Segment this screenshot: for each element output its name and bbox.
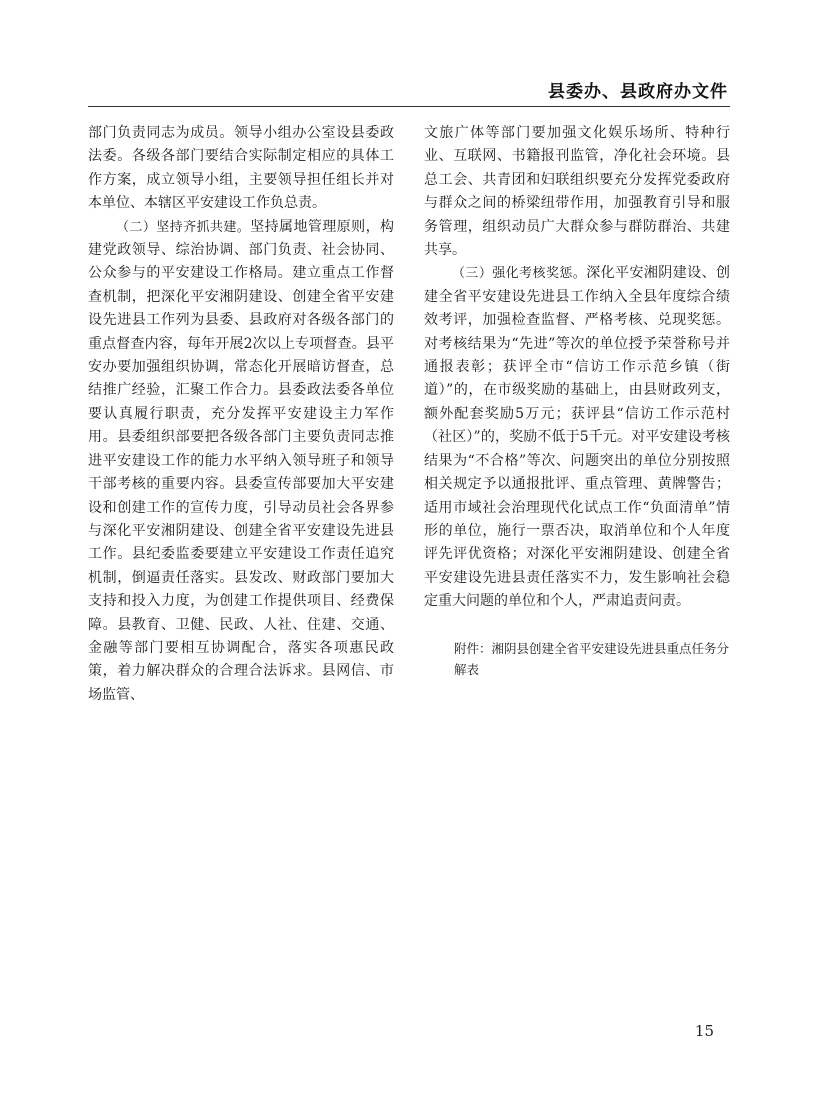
header-divider (88, 106, 730, 107)
page-number: 15 (694, 1022, 714, 1040)
attachment-note: 附件：湘阴县创建全省平安建设先进县重点任务分解表 (454, 640, 730, 677)
section-2-body: 坚持属地管理原则，构建党政领导、综治协调、部门负责、社会协同、公众参与的平安建设工作格局。建立重点工作督查机制，把深化平安湘阴建设、创建全省平安建设先进县工作列为县委、县政府对各级各部门的重点督查内容，每年开展2次以上专项督查。县平安办要加强组织协调，常态化开展暗访督查，总结推广经验，汇聚工作合力。县委政法委各单位要认真履行职责，充分发挥平安建设主力军作用。县委组织部要把各级各部门主要负责同志推进平安建设工作的能力水平纳入领导班子和领导干部考核的重要内容。县委宣传部要加大平安建设和创建工作的宣传力度，引导动员社会各界参与深化平安湘阴建设、创建全省平安建设先进县工作。县纪委监委要建立平安建设工作责任追究机制，倒逼责任落实。县发改、财政部门要加大支持和投入力度，为创建工作提供项目、经费保障。县教育、卫健、民政、人社、住建、交通、金融等部门要相互协调配合，落实各项惠民政策，着力解决群众的合理合法诉求。县网信、市场监管、 (88, 218, 394, 703)
section-2-paragraph (88, 216, 394, 708)
right-column (424, 122, 730, 680)
left-paragraph-continued: 部门负责同志为成员。领导小组办公室设县委政法委。各级各部门要结合实际制定相应的具体工作方案，成立领导小组，主要领导担任组长并对本单位、本辖区平安建设工作负总责。 (88, 125, 394, 212)
section-3-body: 深化平安湘阴建设、创建全省平安建设先进县工作纳入全县年度综合绩效考评，加强检查监督、严格考核、兑现奖惩。对考核结果为“先进”等次的单位授予荣誉称号并通报表彰；获评全市“信访工作示范乡镇（街道）”的，在市级奖励的基础上，由县财政列支，额外配套奖励5万元；获评县“信访工作示范村（社区）”的，奖励不低于5千元。对平安建设考核结果为“不合格”等次、问题突出的单位分别按照相关规定予以通报批评、重点管理、黄牌警告；适用市域社会治理现代化试点工作“负面清单”情形的单位，施行一票否决，取消单位和个人年度评先评优资格；对深化平安湘阴建设、创建全省平安建设先进县责任落实不力，发生影响社会稳定重大问题的单位和个人，严肃追责问责。 (424, 265, 730, 610)
document-header-title: 县委办、县政府办文件 (548, 82, 728, 102)
section-3-paragraph (424, 262, 730, 613)
section-3-heading: （三）强化考核奖惩。 (452, 266, 587, 282)
left-column (88, 122, 394, 707)
section-2-heading: （二）坚持齐抓共建。 (116, 219, 251, 235)
right-paragraph-continued: 文旅广体等部门要加强文化娱乐场所、特种行业、互联网、书籍报刊监管，净化社会环境。县总工会、共青团和妇联组织要充分发挥党委政府与群众之间的桥梁纽带作用，加强教育引导和服务管理，组织动员广大群众参与群防群治、共建共享。 (424, 125, 730, 259)
